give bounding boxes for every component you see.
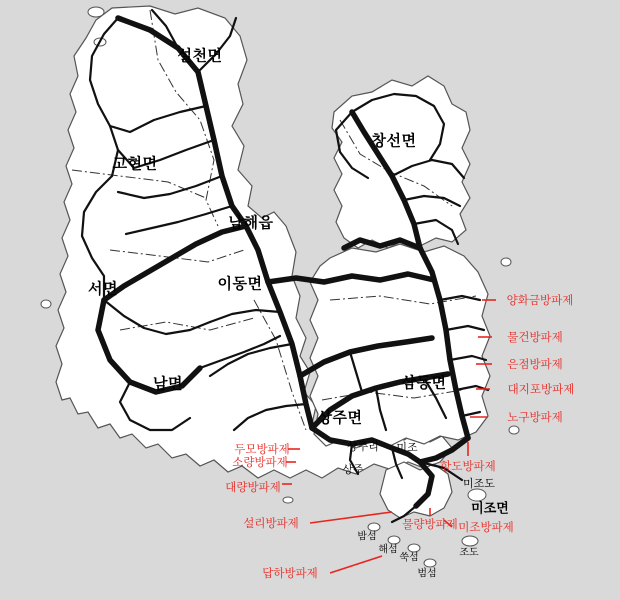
label-town-nammyeon: 남면: [153, 375, 183, 393]
label-breakwater-soryang: 소량방파제: [232, 457, 288, 469]
label-town-sangju: 상주면: [317, 409, 363, 427]
label-town-seomyeon: 서면: [88, 280, 118, 298]
islet-north-a: [88, 7, 104, 17]
label-islet-haeseom: 해섬: [378, 544, 398, 556]
label-breakwater-mullyang: 물량방파제: [402, 519, 458, 531]
label-place-mijo: 미조: [396, 442, 418, 454]
mijo-tip: [380, 462, 452, 518]
label-breakwater-daeryang: 대량방파제: [225, 482, 281, 494]
label-breakwater-nogu: 노구방파제: [507, 412, 563, 424]
islet-beomseom: [424, 559, 436, 567]
label-breakwater-dapha: 답하방파제: [262, 568, 318, 580]
label-town-gohyeon: 고현면: [112, 155, 158, 173]
label-breakwater-yanghwageum: 양화금방파제: [506, 295, 574, 307]
label-islet-ssukseom: 쑥섬: [399, 552, 419, 564]
label-breakwater-dumo: 두모방파제: [234, 444, 290, 456]
label-town-idong: 이동면: [217, 275, 263, 293]
label-place-mijodo: 미조도: [463, 478, 495, 490]
label-town-changseon: 창선면: [371, 132, 417, 150]
label-town-samdong: 삼동면: [401, 374, 447, 392]
label-town-namhaeeup: 남해읍: [228, 214, 274, 232]
label-place-sangju: 상주: [342, 464, 364, 476]
label-breakwater-seolli: 설리방파제: [243, 518, 299, 530]
label-breakwater-hangdo: 항도방파제: [440, 461, 496, 473]
islet-haeseom: [388, 536, 400, 544]
label-town-seolcheon: 설천면: [177, 47, 223, 65]
label-breakwater-eunjeom: 은점방파제: [507, 359, 563, 371]
islet-west-a: [41, 300, 51, 308]
islet-ssukseom: [408, 544, 420, 552]
islet-bamseom: [368, 523, 380, 531]
islet-south-a: [283, 497, 293, 503]
label-islet-jodo: 조도: [459, 547, 479, 559]
label-islet-bamseom: 밤섬: [357, 531, 377, 543]
label-town-mijo: 미조면: [471, 500, 509, 516]
islet-jodo: [462, 536, 478, 546]
label-place-sangjuri: 상주리: [347, 441, 379, 453]
label-islet-beomseom: 범섬: [417, 568, 437, 580]
changseon-island: [332, 76, 470, 248]
islet-east-a: [501, 258, 511, 266]
islet-mijodo: [468, 489, 486, 501]
label-breakwater-daejipo: 대지포방파제: [507, 384, 575, 396]
label-breakwater-mijo: 미조방파제: [458, 522, 514, 534]
islet-east-b: [509, 426, 519, 434]
label-breakwater-mulgeon: 물건방파제: [507, 332, 563, 344]
